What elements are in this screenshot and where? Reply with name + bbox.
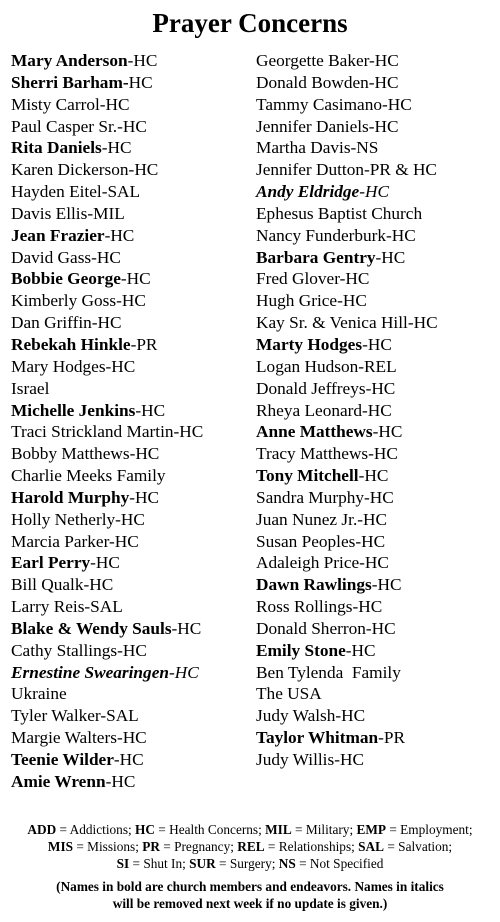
member-name: Taylor Whitman (256, 728, 379, 748)
member-name: Blake & Wendy Sauls (11, 618, 172, 638)
note-line: will be removed next week if no update is given.) (112, 896, 388, 911)
entry-text: Hayden Eitel-SAL (11, 182, 141, 202)
entry-text: Adaleigh Price-HC (256, 553, 389, 573)
prayer-entry (256, 356, 438, 378)
entry-text: -HC (372, 422, 403, 442)
prayer-entry (256, 552, 438, 574)
prayer-entry (11, 487, 203, 509)
entry-text: -HC (358, 466, 389, 486)
entry-text: -PR (130, 334, 158, 354)
legend-abbreviation: REL (237, 839, 265, 854)
prayer-entry (11, 771, 203, 793)
prayer-entry (256, 531, 438, 553)
entry-text: Hugh Grice-HC (256, 291, 367, 311)
entry-text: Tyler Walker-SAL (11, 706, 139, 726)
prayer-entry (11, 705, 203, 727)
legend-line (0, 821, 500, 838)
entry-text: -HC (135, 400, 166, 420)
prayer-entry (11, 596, 203, 618)
member-name: Tony Mitchell (256, 466, 359, 486)
entry-text: Misty Carrol-HC (11, 94, 130, 114)
prayer-entry (256, 50, 438, 72)
entry-text: -HC (345, 640, 376, 660)
entry-text: -HC (371, 575, 402, 595)
member-name: Amie Wrenn (11, 771, 106, 791)
entry-text: Susan Peoples-HC (256, 531, 386, 551)
entry-text: The USA (256, 684, 322, 704)
prayer-entry (256, 312, 438, 334)
member-name: Emily Stone (256, 640, 346, 660)
prayer-entry (256, 378, 438, 400)
entry-text: Ben Tylenda Family (256, 662, 401, 682)
entry-text: Davis Ellis-MIL (11, 203, 125, 223)
prayer-entry (256, 465, 438, 487)
prayer-entry (256, 116, 438, 138)
prayer-entry (256, 487, 438, 509)
entry-text: -PR (378, 728, 406, 748)
prayer-entry (11, 662, 203, 684)
entry-text: Mary Hodges-HC (11, 356, 136, 376)
prayer-entry (256, 749, 438, 771)
prayer-entry (256, 443, 438, 465)
member-name: Bobbie George (11, 269, 121, 289)
prayer-entry (11, 640, 203, 662)
legend-abbreviation: PR (142, 839, 160, 854)
entry-text: Donald Bowden-HC (256, 72, 399, 92)
abbreviation-legend (0, 821, 500, 872)
member-name: Michelle Jenkins (11, 400, 136, 420)
entry-text: Sandra Murphy-HC (256, 487, 394, 507)
entry-text: -HC (362, 334, 392, 354)
entry-text: Cathy Stallings-HC (11, 640, 147, 660)
prayer-entry (11, 181, 203, 203)
entry-text: HC (128, 72, 153, 92)
legend-definition: = Employment; (386, 822, 473, 837)
legend-definition: = Pregnancy; (159, 839, 238, 854)
entry-text: Israel (11, 378, 50, 398)
legend-abbreviation: MIS (47, 839, 74, 854)
legend-abbreviation: SUR (189, 856, 216, 871)
prayer-entry (11, 509, 203, 531)
prayer-entry (256, 574, 438, 596)
legend-line (0, 838, 500, 855)
prayer-entry (256, 705, 438, 727)
legend-abbreviation: NS (278, 856, 296, 871)
member-name: Mary Anderson (11, 51, 128, 70)
legend-definition: = Not Specified (295, 856, 384, 871)
entry-text: Bill Qualk-HC (11, 575, 114, 595)
prayer-entry (11, 159, 203, 181)
prayer-entry (256, 640, 438, 662)
entry-text: Donald Sherron-HC (256, 618, 396, 638)
prayer-entry (11, 443, 203, 465)
prayer-entry (11, 203, 203, 225)
prayer-entry (11, 574, 203, 596)
member-name: Andy Eldridge (256, 182, 360, 202)
prayer-entry (256, 225, 438, 247)
legend-definition: = Military; (291, 822, 357, 837)
entry-text: -HC (129, 487, 160, 507)
prayer-entry (11, 334, 203, 356)
entry-text: Donald Jeffreys-HC (256, 378, 396, 398)
prayer-list-right-column (256, 50, 438, 771)
member-name: Barbara Gentry (256, 247, 376, 267)
prayer-entry (11, 50, 203, 72)
member-name: Marty Hodges (256, 334, 363, 354)
entry-text: Holly Netherly-HC (11, 509, 145, 529)
legend-definition: = Health Concerns; (154, 822, 266, 837)
prayer-entry (11, 727, 203, 749)
entry-text: -HC (90, 553, 120, 573)
legend-abbreviation: MIL (265, 822, 292, 837)
prayer-entry (256, 334, 438, 356)
prayer-entry (11, 225, 203, 247)
prayer-entry (256, 137, 438, 159)
entry-text: Jennifer Daniels-HC (256, 116, 399, 136)
prayer-entry (11, 552, 203, 574)
prayer-entry (11, 72, 203, 94)
entry-text: Ross Rollings-HC (256, 597, 383, 617)
entry-text: -HC (113, 750, 144, 769)
prayer-entry (11, 356, 203, 378)
member-name: Teenie Wilder (11, 750, 114, 769)
entry-text: -HC (127, 51, 158, 70)
prayer-entry (11, 465, 203, 487)
prayer-entry (11, 290, 203, 312)
prayer-entry (256, 181, 438, 203)
entry-text: -HC (104, 225, 135, 245)
entry-text: -HC (120, 269, 151, 289)
entry-text: Juan Nunez Jr.-HC (256, 509, 388, 529)
legend-definition: = Missions; (73, 839, 143, 854)
legend-definition: = Surgery; (215, 856, 279, 871)
entry-text: Ephesus Baptist Church (256, 203, 423, 223)
legend-abbreviation: SAL (358, 839, 385, 854)
prayer-entry (256, 247, 438, 269)
prayer-entry (11, 116, 203, 138)
member-name: Ernestine Swearingen (11, 662, 169, 682)
prayer-entry (11, 749, 203, 771)
prayer-entry (256, 662, 438, 684)
entry-text: Rheya Leonard-HC (256, 400, 392, 420)
prayer-entry (11, 531, 203, 553)
prayer-entry (256, 159, 438, 181)
prayer-entry (256, 72, 438, 94)
entry-text: Georgette Baker-HC (256, 51, 399, 70)
entry-text: Logan Hudson-REL (256, 356, 397, 376)
member-name: Anne Matthews (256, 422, 373, 442)
member-name: Rebekah Hinkle (11, 334, 131, 354)
entry-text: -HC (105, 771, 136, 791)
entry-text: Tracy Matthews-HC (256, 444, 398, 464)
entry-text: Larry Reis-SAL (11, 597, 123, 617)
entry-text: Margie Walters-HC (11, 728, 147, 748)
page-title: Prayer Concerns (152, 8, 348, 38)
entry-text: Karen Dickerson-HC (11, 160, 159, 180)
bold-italic-note (0, 878, 500, 912)
entry-text: Ukraine (11, 684, 67, 704)
prayer-entry (11, 247, 203, 269)
prayer-entry (256, 618, 438, 640)
legend-definition: = Relationships; (264, 839, 359, 854)
legend-abbreviation: ADD (27, 822, 57, 837)
legend-definition: = Salvation; (384, 839, 453, 854)
entry-text: Jennifer Dutton-PR & HC (256, 160, 437, 180)
legend-line (0, 855, 500, 872)
legend-abbreviation: EMP (356, 822, 387, 837)
entry-text: Charlie Meeks Family (11, 466, 166, 486)
entry-text: Martha Davis-NS (256, 138, 379, 158)
note-line: (Names in bold are church members and endeavors. Names in italics (56, 879, 444, 894)
entry-text: -HC (375, 247, 406, 267)
entry-text: Dan Griffin-HC (11, 313, 122, 333)
entry-text: Fred Glover-HC (256, 269, 370, 289)
entry-text: Bobby Matthews-HC (11, 444, 160, 464)
concern-code: -HC (359, 182, 389, 202)
legend-definition: = Addictions; (56, 822, 136, 837)
entry-text: Paul Casper Sr.-HC (11, 116, 147, 136)
prayer-entry (256, 421, 438, 443)
prayer-entry (11, 378, 203, 400)
entry-text: Nancy Funderburk-HC (256, 225, 416, 245)
prayer-entry (11, 421, 203, 443)
prayer-entry (11, 683, 203, 705)
entry-text: Traci Strickland Martin-HC (11, 422, 204, 442)
legend-abbreviation: HC (135, 822, 155, 837)
prayer-entry (256, 683, 438, 705)
entry-text: Kay Sr. & Venica Hill-HC (256, 313, 438, 333)
entry-text: Marcia Parker-HC (11, 531, 139, 551)
prayer-entry (256, 596, 438, 618)
entry-text: Kimberly Goss-HC (11, 291, 146, 311)
prayer-entry (256, 290, 438, 312)
member-name: Jean Frazier (11, 225, 105, 245)
prayer-entry (256, 727, 438, 749)
prayer-entry (256, 203, 438, 225)
legend-definition: = Shut In; (129, 856, 190, 871)
prayer-entry (11, 312, 203, 334)
entry-text: Tammy Casimano-HC (256, 94, 412, 114)
entry-text: Judy Walsh-HC (256, 706, 366, 726)
entry-text: Judy Willis-HC (256, 750, 364, 769)
entry-text: -HC (101, 138, 132, 158)
concern-code: -HC (168, 662, 199, 682)
prayer-entry (256, 268, 438, 290)
prayer-entry (256, 509, 438, 531)
legend-abbreviation: SI (116, 856, 130, 871)
entry-text: -HC (171, 618, 202, 638)
prayer-list-left-column (11, 50, 203, 793)
member-name: Dawn Rawlings (256, 575, 372, 595)
prayer-entry (11, 137, 203, 159)
prayer-entry (11, 268, 203, 290)
prayer-entry (11, 94, 203, 116)
prayer-entry (11, 618, 203, 640)
member-name: Harold Murphy (11, 487, 130, 507)
member-name: Rita Daniels (11, 138, 102, 158)
member-name: Earl Perry (11, 553, 91, 573)
entry-text: David Gass-HC (11, 247, 121, 267)
member-name: Sherri Barham- (11, 72, 129, 92)
prayer-entry (11, 400, 203, 422)
prayer-entry (256, 94, 438, 116)
prayer-entry (256, 400, 438, 422)
